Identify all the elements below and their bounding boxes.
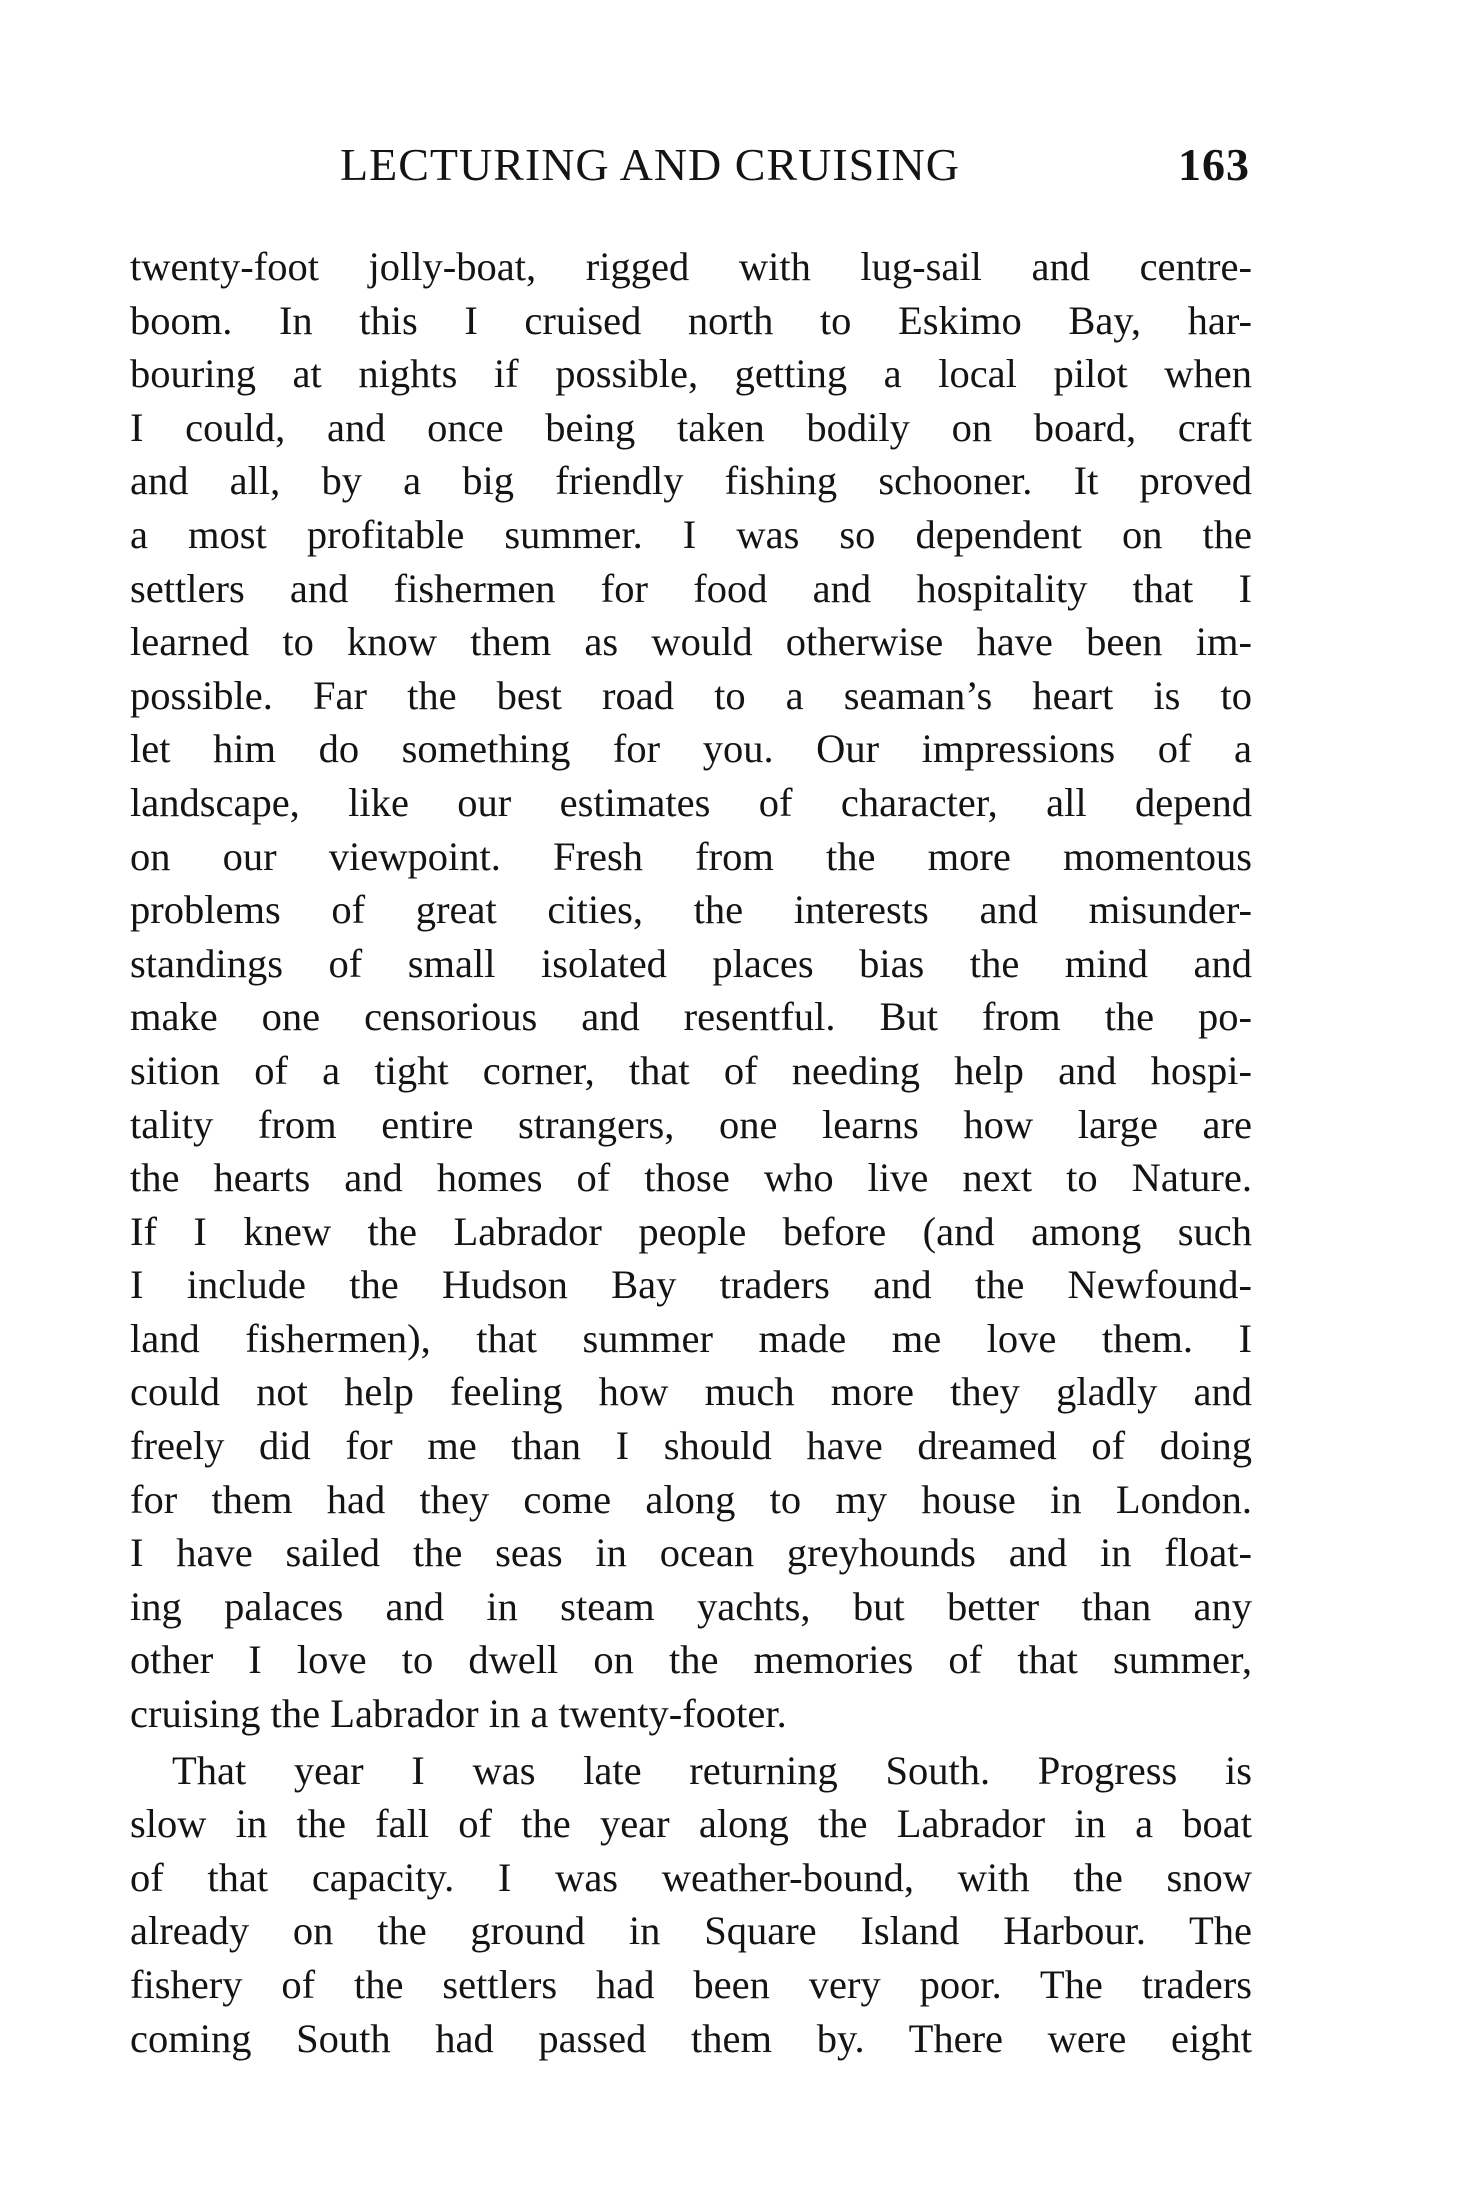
text-line: coming South had passed them by. There were eight [130,2015,1252,2061]
text-line: freely did for me than I should have dreamed of doing [130,1423,1252,1469]
text-line: standings of small isolated places bias the mind and [130,940,1252,986]
running-head [130,138,1258,198]
text-line: land fishermen), that summer made me love them. I [130,1315,1252,1361]
text-line: cruising the Labrador in a twenty-footer. [130,1691,787,1737]
text-line: settlers and fishermen for food and hospitality that I [130,565,1252,611]
text-line: That year I was late returning South. Progress is [172,1747,1252,1793]
text-line: already on the ground in Square Island Harbour. The [130,1908,1252,1954]
running-title: LECTURING AND CRUISING [340,139,960,190]
text-line: and all, by a big friendly fishing schooner. It proved [130,458,1252,504]
text-line: I have sailed the seas in ocean greyhounds and in float- [130,1530,1252,1576]
text-line: If I knew the Labrador people before (and among such [130,1208,1252,1254]
text-line: problems of great cities, the interests and misunder- [130,887,1252,933]
text-line: boom. In this I cruised north to Eskimo Bay, har- [130,297,1252,343]
text-line: of that capacity. I was weather-bound, with the snow [130,1854,1252,1900]
text-line: sition of a tight corner, that of needing help and hospi- [130,1047,1252,1093]
text-line: possible. Far the best road to a seaman’s heart is to [130,672,1252,718]
text-line: the hearts and homes of those who live next to Nature. [130,1155,1252,1201]
text-line: learned to know them as would otherwise have been im- [130,619,1252,665]
text-line: on our viewpoint. Fresh from the more momentous [130,833,1252,879]
text-line: let him do something for you. Our impressions of a [130,726,1252,772]
text-line: for them had they come along to my house in London. [130,1476,1252,1522]
body-text [130,240,1252,2065]
page-number: 163 [1178,139,1250,190]
text-line: twenty-foot jolly-boat, rigged with lug-sail and centre- [130,244,1252,289]
text-line: slow in the fall of the year along the Labrador in a boat [130,1801,1252,1847]
text-line: make one censorious and resentful. But from the po- [130,994,1252,1040]
text-line: bouring at nights if possible, getting a local pilot when [130,351,1252,397]
text-line: fishery of the settlers had been very poor. The traders [130,1962,1252,2007]
text-line: other I love to dwell on the memories of that summer, [130,1637,1252,1683]
text-line: a most profitable summer. I was so dependent on the [130,511,1252,557]
text-line: could not help feeling how much more they gladly and [130,1369,1252,1415]
text-line: landscape, like our estimates of character, all depend [130,779,1252,825]
text-line: I could, and once being taken bodily on board, craft [130,404,1252,450]
text-line: tality from entire strangers, one learns how large are [130,1101,1252,1147]
text-line: I include the Hudson Bay traders and the Newfound- [130,1262,1252,1308]
text-line: ing palaces and in steam yachts, but better than any [130,1583,1252,1629]
